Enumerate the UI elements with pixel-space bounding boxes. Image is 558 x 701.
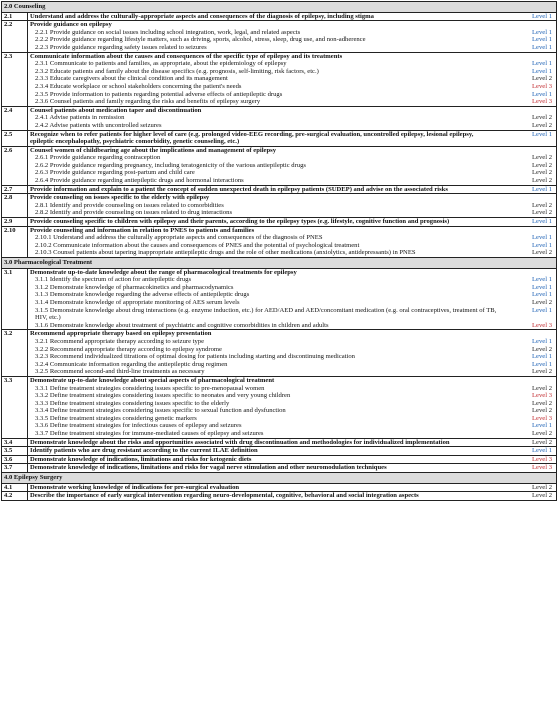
sub-competency (30, 122, 554, 130)
competency-heading-row (30, 147, 554, 155)
level-label: Level 3 (532, 392, 552, 400)
competency-number: 2.3 (2, 52, 28, 106)
section-header (2, 473, 557, 484)
sub-competency (30, 154, 554, 162)
competency-heading: Identify patients who are drug resistant according to the current ILAE definition (30, 447, 258, 455)
sub-competency-text: 2.3.5 Provide information to patients regarding potential adverse effects of antiepileptic drugs (35, 90, 283, 98)
competency-cell (28, 21, 557, 52)
sub-competency-text: 3.2.1 Recommend appropriate therapy according to seizure type (35, 337, 204, 345)
competency-heading: Demonstrate up-to-date knowledge about special aspects of pharmacological treatment (30, 376, 275, 384)
section-header (2, 2, 557, 13)
sub-competency-text: 2.4.2 Advise patients with uncontrolled seizures (35, 121, 162, 129)
competency-row (2, 455, 557, 464)
sub-competency (30, 234, 554, 242)
competency-heading: Provide counseling on issues specific to the elderly with epilepsy (30, 194, 210, 202)
competency-number: 2.2 (2, 21, 28, 52)
competency-heading: Recommend appropriate therapy based on epilepsy presentation (30, 330, 212, 338)
competency-heading: Demonstrate knowledge about the risks and opportunities associated with drug discontinuation and methodologies for individualized implementation (30, 438, 450, 446)
competency-heading-row (30, 447, 554, 455)
competency-cell (28, 146, 557, 185)
sub-competency (30, 368, 554, 376)
sub-competency (30, 91, 554, 99)
competency-heading-row (30, 269, 554, 277)
level-label: Level 2 (532, 177, 552, 185)
level-label: Level 1 (532, 90, 552, 98)
level-label: Level 1 (532, 337, 552, 345)
competency-number: 3.2 (2, 330, 28, 377)
competency-row (2, 447, 557, 456)
competency-heading: Demonstrate knowledge of indications, limitations and risks for vagal nerve stimulation and other neuromodulation techniques (30, 464, 387, 472)
sub-competency (30, 284, 554, 292)
sub-competency-text: 2.6.4 Provide guidance regarding antiepileptic drugs and hormonal interactions (35, 177, 244, 185)
competency-cell (28, 455, 557, 464)
competency-row (2, 464, 557, 473)
competency-heading-row (30, 227, 554, 235)
level-label: Level 1 (532, 36, 552, 44)
sub-competency (30, 346, 554, 354)
sub-competency (30, 307, 554, 322)
sub-competency-text: 3.3.7 Define treatment strategies for immune-mediated causes of epilepsy and seizures (35, 430, 264, 438)
level-label: Level 3 (532, 98, 552, 106)
sub-competency (30, 400, 554, 408)
competency-cell (28, 185, 557, 194)
competency-row (2, 226, 557, 257)
section-title: 3.0 Pharmacological Treatment (2, 258, 557, 269)
competency-row (2, 268, 557, 330)
sub-competency-text: 3.3.5 Define treatment strategies considering genetic markers (35, 414, 197, 422)
competency-heading: Counsel patients about medication taper and discontinuation (30, 106, 202, 114)
competency-heading-row (30, 492, 554, 500)
level-label: Level 2 (532, 492, 552, 500)
competency-cell (28, 218, 557, 227)
sub-competency (30, 430, 554, 438)
competency-heading: Provide information and explain to a patient the concept of sudden unexpected death in epilepsy patients (SUDEP) and advise on the associated risks (30, 185, 448, 193)
competency-heading: Describe the importance of early surgical intervention regarding neuro-developmental, cognitive, behavioral and social integration aspects (30, 492, 419, 500)
competency-number: 3.5 (2, 447, 28, 456)
sub-competency (30, 60, 554, 68)
competency-number: 2.1 (2, 12, 28, 21)
competency-heading-row (30, 464, 554, 472)
sub-competency-text: 2.8.2 Identify and provide counseling on issues related to drug interactions (35, 209, 233, 217)
sub-competency-text: 2.2.2 Provide guidance regarding lifestyle matters, such as driving, sports, alcohol, stress, sleep, drug use, and non-adherence (35, 36, 366, 44)
sub-competency (30, 209, 554, 217)
sub-competency-text: 3.2.3 Recommend individualized titrations of optimal dosing for patients including starting and discontinuing medication (35, 353, 355, 361)
sub-competency-text: 3.1.5 Demonstrate knowledge about drug interactions (e.g. enzyme induction, etc.) for AED/AED and AED/concomitant medication (e.g. oral contraceptives, treatment of TB, HIV, etc.) (35, 306, 497, 322)
level-label: Level 2 (532, 399, 552, 407)
competency-heading: Demonstrate working knowledge of indications for pre-surgical evaluation (30, 483, 240, 491)
competency-cell (28, 330, 557, 377)
level-label: Level 2 (532, 483, 552, 491)
sub-competency (30, 68, 554, 76)
sub-competency-text: 3.1.4 Demonstrate knowledge of appropriate monitoring of AES serum levels (35, 298, 240, 306)
competency-table (1, 1, 557, 501)
competency-cell (28, 130, 557, 146)
level-label: Level 1 (532, 185, 552, 193)
competency-cell (28, 447, 557, 456)
competency-cell (28, 438, 557, 447)
section-title: 2.0 Counseling (2, 2, 557, 13)
competency-cell (28, 376, 557, 438)
sub-competency (30, 361, 554, 369)
competency-cell (28, 106, 557, 130)
sub-competency (30, 114, 554, 122)
competency-heading: Demonstrate up-to-date knowledge about the range of pharmacological treatments for epilepsy (30, 268, 297, 276)
level-label: Level 2 (532, 114, 552, 122)
competency-cell (28, 268, 557, 330)
level-label: Level 2 (532, 407, 552, 415)
competency-heading: Provide guidance on epilepsy (30, 21, 112, 29)
level-label: Level 1 (532, 218, 552, 226)
competency-cell (28, 52, 557, 106)
level-label: Level 1 (532, 12, 552, 20)
sub-competency (30, 83, 554, 91)
level-label: Level 2 (532, 121, 552, 129)
level-label: Level 1 (532, 241, 552, 249)
sub-competency (30, 422, 554, 430)
sub-competency-text: 3.1.3 Demonstrate knowledge regarding the adverse effects of antiepileptic drugs (35, 291, 250, 299)
competency-number: 4.2 (2, 492, 28, 501)
level-label: Level 1 (532, 276, 552, 284)
level-label: Level 1 (532, 306, 552, 314)
level-label: Level 2 (532, 169, 552, 177)
level-label: Level 2 (532, 75, 552, 83)
competency-heading-row (30, 439, 554, 447)
competency-heading-row (30, 131, 554, 146)
sub-competency (30, 338, 554, 346)
sub-competency (30, 291, 554, 299)
section-title: 4.0 Epilepsy Surgery (2, 473, 557, 484)
competency-heading: Demonstrate knowledge of indications, limitations and risks for ketogenic diets (30, 455, 252, 463)
sub-competency (30, 242, 554, 250)
competency-heading: Provide counseling and information in relation to PNES to patients and families (30, 226, 255, 234)
competency-heading: Counsel women of childbearing age about the implications and management of epilepsy (30, 146, 276, 154)
competency-heading-row (30, 107, 554, 115)
level-label: Level 2 (532, 438, 552, 446)
level-label: Level 3 (532, 321, 552, 329)
competency-row (2, 438, 557, 447)
sub-competency-text: 3.3.2 Define treatment strategies considering issues specific to neonates and very young children (35, 392, 291, 400)
competency-heading: Understand and address the culturally-appropriate aspects and consequences of the diagnosis of epilepsy, including stigma (30, 12, 374, 20)
competency-row (2, 185, 557, 194)
level-label: Level 2 (532, 154, 552, 162)
sub-competency (30, 36, 554, 44)
level-label: Level 1 (532, 353, 552, 361)
level-label: Level 2 (532, 345, 552, 353)
sub-competency-text: 2.6.3 Provide guidance regarding post-partum and child care (35, 169, 195, 177)
sub-competency-text: 2.3.2 Educate patients and family about the disease specifics (e.g. prognosis, self-limiting, risk factors, etc.) (35, 67, 319, 75)
level-label: Level 2 (532, 201, 552, 209)
sub-competency (30, 75, 554, 83)
sub-competency (30, 276, 554, 284)
level-label: Level 1 (532, 234, 552, 242)
sub-competency (30, 29, 554, 37)
sub-competency-text: 3.2.2 Recommend appropriate therapy according to epilepsy syndrome (35, 345, 222, 353)
sub-competency (30, 202, 554, 210)
sub-competency-text: 3.1.1 Identify the spectrum of action for antiepileptic drugs (35, 276, 192, 284)
competency-row (2, 52, 557, 106)
level-label: Level 2 (532, 249, 552, 257)
level-label: Level 3 (532, 82, 552, 90)
level-label: Level 1 (532, 291, 552, 299)
competency-number: 2.4 (2, 106, 28, 130)
competency-heading-row (30, 484, 554, 492)
competency-cell (28, 464, 557, 473)
sub-competency-text: 3.3.3 Define treatment strategies considering issues specific to the elderly (35, 399, 230, 407)
sub-competency (30, 98, 554, 106)
level-label: Level 1 (532, 67, 552, 75)
competency-cell (28, 194, 557, 218)
competency-number: 3.4 (2, 438, 28, 447)
competency-cell (28, 12, 557, 21)
level-label: Level 2 (532, 161, 552, 169)
sub-competency-text: 3.1.6 Demonstrate knowledge about treatment of psychiatric and cognitive comorbidities in children and adults (35, 321, 329, 329)
sub-competency-text: 2.10.1 Understand and address the culturally appropriate aspects and consequences of the diagnosis of PNES (35, 234, 323, 242)
competency-heading-row (30, 194, 554, 202)
level-label: Level 1 (532, 447, 552, 455)
sub-competency (30, 385, 554, 393)
level-label: Level 1 (532, 130, 552, 138)
level-label: Level 1 (532, 283, 552, 291)
level-label: Level 2 (532, 384, 552, 392)
sub-competency (30, 322, 554, 330)
competency-number: 2.5 (2, 130, 28, 146)
sub-competency (30, 353, 554, 361)
level-label: Level 3 (532, 455, 552, 463)
competency-heading-row (30, 13, 554, 21)
sub-competency-text: 2.8.1 Identify and provide counseling on issues related to comorbidities (35, 201, 224, 209)
competency-row (2, 12, 557, 21)
level-label: Level 2 (532, 298, 552, 306)
sub-competency-text: 2.6.1 Provide guidance regarding contraception (35, 154, 161, 162)
sub-competency (30, 415, 554, 423)
competency-cell (28, 492, 557, 501)
competency-heading-row (30, 218, 554, 226)
sub-competency-text: 3.3.4 Define treatment strategies considering issues specific to sexual function and dysfunction (35, 407, 286, 415)
sub-competency-text: 2.4.1 Advise patients in remission (35, 114, 125, 122)
competency-heading-row (30, 21, 554, 29)
competency-row (2, 483, 557, 492)
sub-competency (30, 407, 554, 415)
level-label: Level 3 (532, 414, 552, 422)
competency-heading-row (30, 186, 554, 194)
competency-number: 3.6 (2, 455, 28, 464)
competency-number: 2.6 (2, 146, 28, 185)
competency-row (2, 218, 557, 227)
competency-number: 2.10 (2, 226, 28, 257)
sub-competency-text: 2.3.3 Educate caregivers about the clinical condition and its management (35, 75, 228, 83)
competency-row (2, 492, 557, 501)
level-label: Level 1 (532, 60, 552, 68)
level-label: Level 1 (532, 360, 552, 368)
level-label: Level 1 (532, 28, 552, 36)
competency-number: 2.7 (2, 185, 28, 194)
section-header (2, 258, 557, 269)
competency-row (2, 330, 557, 377)
sub-competency-text: 2.10.3 Counsel patients about tapering inappropriate antiepileptic drugs and the role of other medications (anxiolytics, antidepressants) in PNES (35, 249, 416, 257)
competency-number: 2.8 (2, 194, 28, 218)
sub-competency-text: 2.3.4 Educate workplace or school stakeholders concerning the patient's needs (35, 82, 242, 90)
sub-competency-text: 3.3.1 Define treatment strategies considering issues specific to pre-menopausal women (35, 384, 265, 392)
sub-competency (30, 249, 554, 257)
level-label: Level 2 (532, 209, 552, 217)
competency-cell (28, 226, 557, 257)
competency-heading-row (30, 456, 554, 464)
sub-competency-text: 3.2.5 Recommend second-and third-line treatments as necessary (35, 368, 205, 376)
sub-competency-text: 3.1.2 Demonstrate knowledge of pharmacokinetics and pharmacodynamics (35, 283, 234, 291)
level-label: Level 2 (532, 430, 552, 438)
competency-row (2, 146, 557, 185)
competency-row (2, 21, 557, 52)
sub-competency-text: 3.3.6 Define treatment strategies for infectious causes of epilepsy and seizures (35, 422, 242, 430)
competency-heading: Communicate information about the causes and consequences of the specific type of epilepsy and its treatments (30, 52, 343, 60)
sub-competency (30, 299, 554, 307)
competency-row (2, 376, 557, 438)
competency-number: 2.9 (2, 218, 28, 227)
competency-number: 3.1 (2, 268, 28, 330)
sub-competency-text: 3.2.4 Communicate information regarding the antiepileptic drug regimen (35, 360, 228, 368)
level-label: Level 3 (532, 464, 552, 472)
sub-competency-text: 2.2.3 Provide guidance regarding safety issues related to seizures (35, 43, 207, 51)
competency-heading: Provide counseling specific to children with epilepsy and their parents, according to the epilepsy types (e.g. lifestyle, cognitive function and prognosis) (30, 218, 450, 226)
sub-competency-text: 2.2.1 Provide guidance on social issues including school integration, work, legal, and related aspects (35, 28, 301, 36)
level-label: Level 1 (532, 43, 552, 51)
competency-heading: Recognize when to refer patients for higher level of care (e.g. prolonged video-EEG recording, pre-surgical evaluation, uncontrolled epilepsy, lesional epilepsy, epileptic encephalopathy, psychiatric comorbidity, genetic counseling, etc.) (30, 130, 474, 146)
competency-row (2, 194, 557, 218)
competency-row (2, 130, 557, 146)
sub-competency-text: 2.10.2 Communicate information about the causes and consequences of PNES and the potential of psychological treatment (35, 241, 360, 249)
level-label: Level 2 (532, 368, 552, 376)
competency-heading-row (30, 330, 554, 338)
competency-number: 4.1 (2, 483, 28, 492)
sub-competency-text: 2.3.6 Counsel patients and family regarding the risks and benefits of epilepsy surgery (35, 98, 261, 106)
competency-number: 3.7 (2, 464, 28, 473)
competency-cell (28, 483, 557, 492)
competency-number: 3.3 (2, 376, 28, 438)
competency-heading-row (30, 377, 554, 385)
sub-competency (30, 44, 554, 52)
sub-competency (30, 162, 554, 170)
level-label: Level 1 (532, 422, 552, 430)
sub-competency-text: 2.6.2 Provide guidance regarding pregnancy, including teratogenicity of the various antiepileptic drugs (35, 161, 306, 169)
sub-competency (30, 169, 554, 177)
sub-competency (30, 392, 554, 400)
sub-competency (30, 177, 554, 185)
sub-competency-text: 2.3.1 Communicate to patients and families, as appropriate, about the epidemiology of epilepsy (35, 60, 287, 68)
competency-heading-row (30, 53, 554, 61)
competency-row (2, 106, 557, 130)
